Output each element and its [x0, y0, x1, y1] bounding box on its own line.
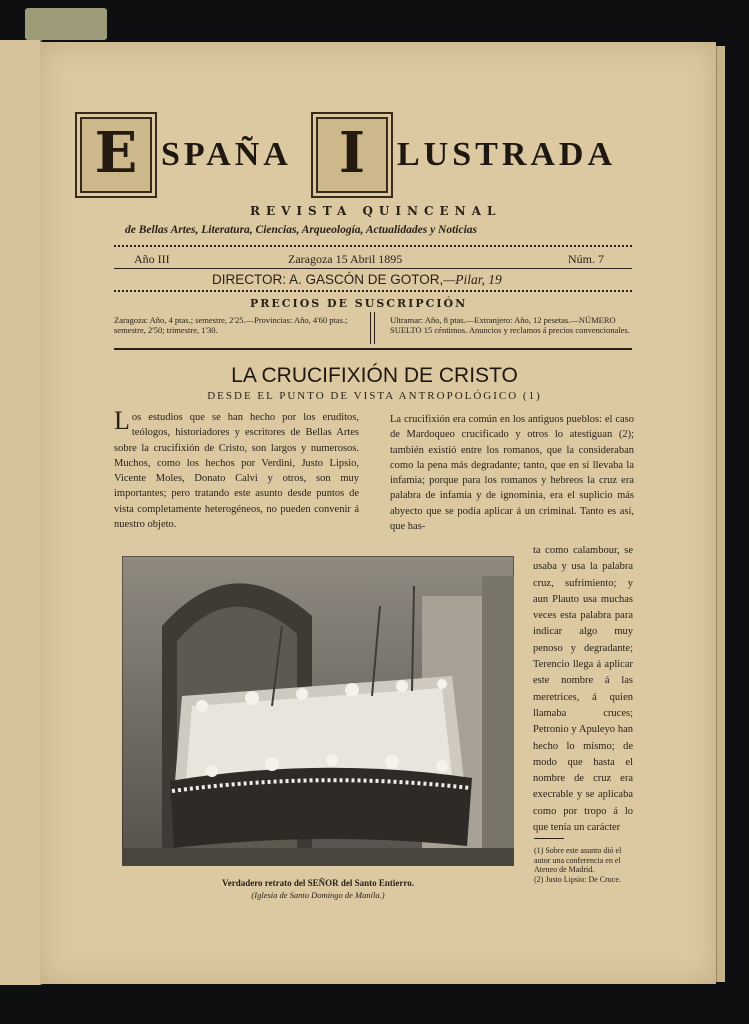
caption-location: (Iglesia de Santo Domingo de Manila.) [251, 890, 385, 900]
magazine-tagline: de Bellas Artes, Literatura, Ciencias, Arqueología, Actualidades y Noticias [125, 224, 478, 236]
issue-number: Núm. 7 [568, 252, 604, 266]
article-column-3: ta como calambour, se usaba y usa la palabra cruz, sufrimiento; y aun Plauto usa muchas veces esta palabra para indicar algo muy penoso y degradante; Terencio llega á aplicar este nombre á las meretrices, á quien llamaba cruces; Petronio y Apuleyo han hecho lo mismo; de modo que hasta el nombre de cruz era execrable y se aplicaba como por tropo á lo que tenía un carácter [533, 545, 633, 834]
article-title: LA CRUCIFIXIÓN DE CRISTO [231, 364, 518, 387]
dotted-divider [114, 245, 632, 247]
dotted-divider [114, 290, 632, 292]
rule-divider [114, 268, 632, 269]
ornate-initial-e: E [75, 112, 157, 198]
masthead-word-espana: SPAÑA [161, 136, 292, 173]
masthead [75, 112, 640, 196]
photo-caption [122, 878, 514, 900]
drop-cap: L [114, 406, 130, 435]
footnotes [534, 846, 636, 884]
caption-title: Verdadero retrato del SEÑOR del Santo Entierro. [222, 878, 414, 888]
footnote-1: (1) Sobre este asunto dió el autor una conferencia en el Ateneo de Madrid. [534, 846, 622, 874]
column-1-text: os estudios que se han hecho por los eruditos, teólogos, historiadores y escritores de Bellas Artes sobre la crucifixión de Cristo, son largos y numerosos. Muchos, como los hechos por Verdini, Justo Lipsio, Vicente Moles, Donato Calvi y otros, son muy importantes; pero tratando este asunto desde puntos de vista completamente heterogéneos, no pueden convenir á nuestro objeto. [114, 412, 359, 531]
engraving-photo [122, 556, 514, 866]
article-column-1 [114, 406, 359, 532]
footnote-2: (2) Justo Lipsio: De Cruce. [534, 874, 621, 884]
ornate-initial-i: I [311, 112, 393, 198]
page-stack-edge [716, 46, 725, 982]
ornamental-separator [370, 312, 375, 344]
book-tab [25, 8, 107, 40]
article-column-2: La crucifixión era común en los antiguos pueblos: el caso de Mardoqueo crucificado y otros lo atestiguan (2); también existió entre los romanos, que la consideraban como la pena más degradante; tanto, que en sí llevaba la infamia; porque para los romanos y hebreos la cruz era palabra de infamia y de ignominia, era el suplicio más abyecto que se podía aplicar á un criminal. Tanto es así, que has- [390, 414, 634, 533]
rule-divider [114, 348, 632, 350]
subscription-right: Ultramar: Año, 8 ptas.—Extranjero: Año, 12 pesetas.—NÚMERO SUELTO 15 céntimos. Anuncios y reclamos á precios convencionales. [390, 315, 630, 335]
magazine-subtitle: REVISTA QUINCENAL [250, 204, 502, 218]
footnote-rule [534, 838, 564, 839]
issue-date: Zaragoza 15 Abril 1895 [288, 252, 403, 266]
subscription-left: Zaragoza: Año, 4 ptas.; semestre, 2'25.—Provincias: Año, 4'60 ptas.; semestre, 2'50; trimestre, 1'30. [114, 315, 348, 335]
subscription-heading: PRECIOS DE SUSCRIPCIÓN [250, 297, 468, 310]
masthead-word-ilustrada: LUSTRADA [397, 136, 617, 173]
issue-year: Año III [134, 252, 170, 266]
director-line: DIRECTOR: A. GASCÓN DE GOTOR,—Pilar, 19 [212, 272, 502, 287]
facing-page-edge [0, 40, 42, 985]
article-subtitle: DESDE EL PUNTO DE VISTA ANTROPOLÓGICO (1) [207, 390, 542, 402]
